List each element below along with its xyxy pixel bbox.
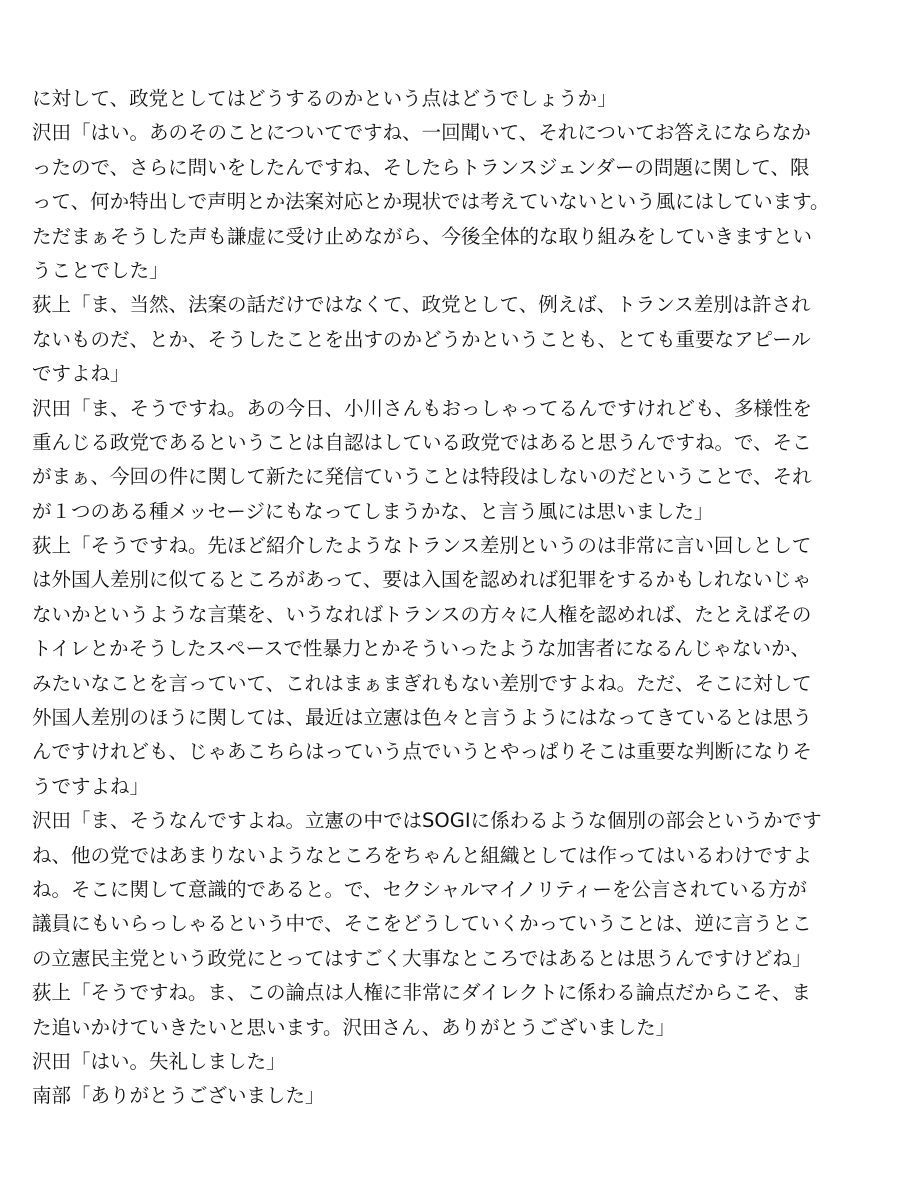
text-line: 南部「ありがとうございました」	[32, 1084, 325, 1108]
text-line: うことでした」	[32, 258, 169, 282]
text-line: 重んじる政党であるということは自認はしている政党ではあると思うんですね。で、そこ	[32, 430, 812, 454]
transcript-text	[32, 82, 868, 1114]
text-line: 荻上「ま、当然、法案の話だけではなくて、政党として、例えば、トランス差別は許され	[32, 293, 811, 317]
text-line: ね。そこに関して意識的であると。で、セクシャルマイノリティーを公言されている方が	[32, 877, 807, 901]
text-line: ただまぁそうした声も謙虚に受け止めながら、今後全体的な取り組みをしていきますとい	[32, 224, 813, 248]
text-line: 沢田「はい。失礼しました」	[32, 1049, 286, 1073]
text-line: に対して、政党としてはどうするのかという点はどうでしょうか」	[32, 87, 617, 110]
text-line: うですよね」	[32, 774, 150, 798]
text-line: 沢田「はい。あのそのことについてですね、一回聞いて、それについてお答えにならなか	[32, 121, 811, 145]
text-line: トイレとかそうしたスペースで性暴力とかそういったような加害者になるんじゃないか、	[32, 637, 811, 661]
text-line: 荻上「そうですね。ま、この論点は人権に非常にダイレクトに係わる論点だからこそ、ま	[32, 981, 811, 1005]
text-line: みたいなことを言っていて、これはまぁまぎれもない差別ですよね。ただ、そこに対して	[32, 671, 812, 695]
text-line: 議員にもいらっしゃるという中で、そこをどうしていくかっていうことは、逆に言うとこ	[32, 912, 812, 936]
text-line: んですけれども、じゃあこちらはっていう点でいうとやっぱりそこは重要な判断になりそ	[32, 740, 813, 764]
text-line: 外国人差別のほうに関しては、最近は立憲は色々と言うようにはなってきているとは思う	[32, 706, 813, 730]
text-line: って、何か特出しで声明とか法案対応とか現状では考えていないという風にはしています。	[32, 190, 830, 214]
text-line: ったので、さらに問いをしたんですね、そしたらトランスジェンダーの問題に関して、限	[32, 155, 810, 179]
text-line: は外国人差別に似てるところがあって、要は入国を認めれば犯罪をするかもしれないじゃ	[32, 568, 812, 592]
text-line: の立憲民主党という政党にとってはすごく大事なところではあるとは思うんですけどね」	[32, 946, 812, 970]
text-line: 沢田「ま、そうですね。あの今日、小川さんもおっしゃってるんですけれども、多様性を	[32, 396, 813, 420]
text-line: 荻上「そうですね。先ほど紹介したようなトランス差別というのは非常に言い回しとして	[32, 534, 812, 558]
text-line: ね、他の党ではあまりないようなところをちゃんと組織としては作ってはいるわけですよ	[32, 843, 813, 867]
text-line: ないものだ、とか、そうしたことを出すのかどうかということも、とても重要なアピール	[32, 327, 811, 351]
text-line: がまぁ、今回の件に関して新たに発信ていうことは特段はしないのだということで、それ	[32, 465, 812, 489]
text-line: ないかというような言葉を、いうなればトランスの方々に人権を認めれば、たとえばその	[32, 602, 812, 626]
text-line: 沢田「ま、そうなんですよね。立憲の中ではSOGIに係わるような個別の部会というかです	[32, 809, 822, 833]
text-line: た追いかけていきたいと思います。沢田さん、ありがとうございました」	[32, 1015, 676, 1039]
text-line: が１つのある種メッセージにもなってしまうかな、と言う風には思いました」	[32, 499, 714, 523]
text-line: ですよね」	[32, 362, 130, 386]
